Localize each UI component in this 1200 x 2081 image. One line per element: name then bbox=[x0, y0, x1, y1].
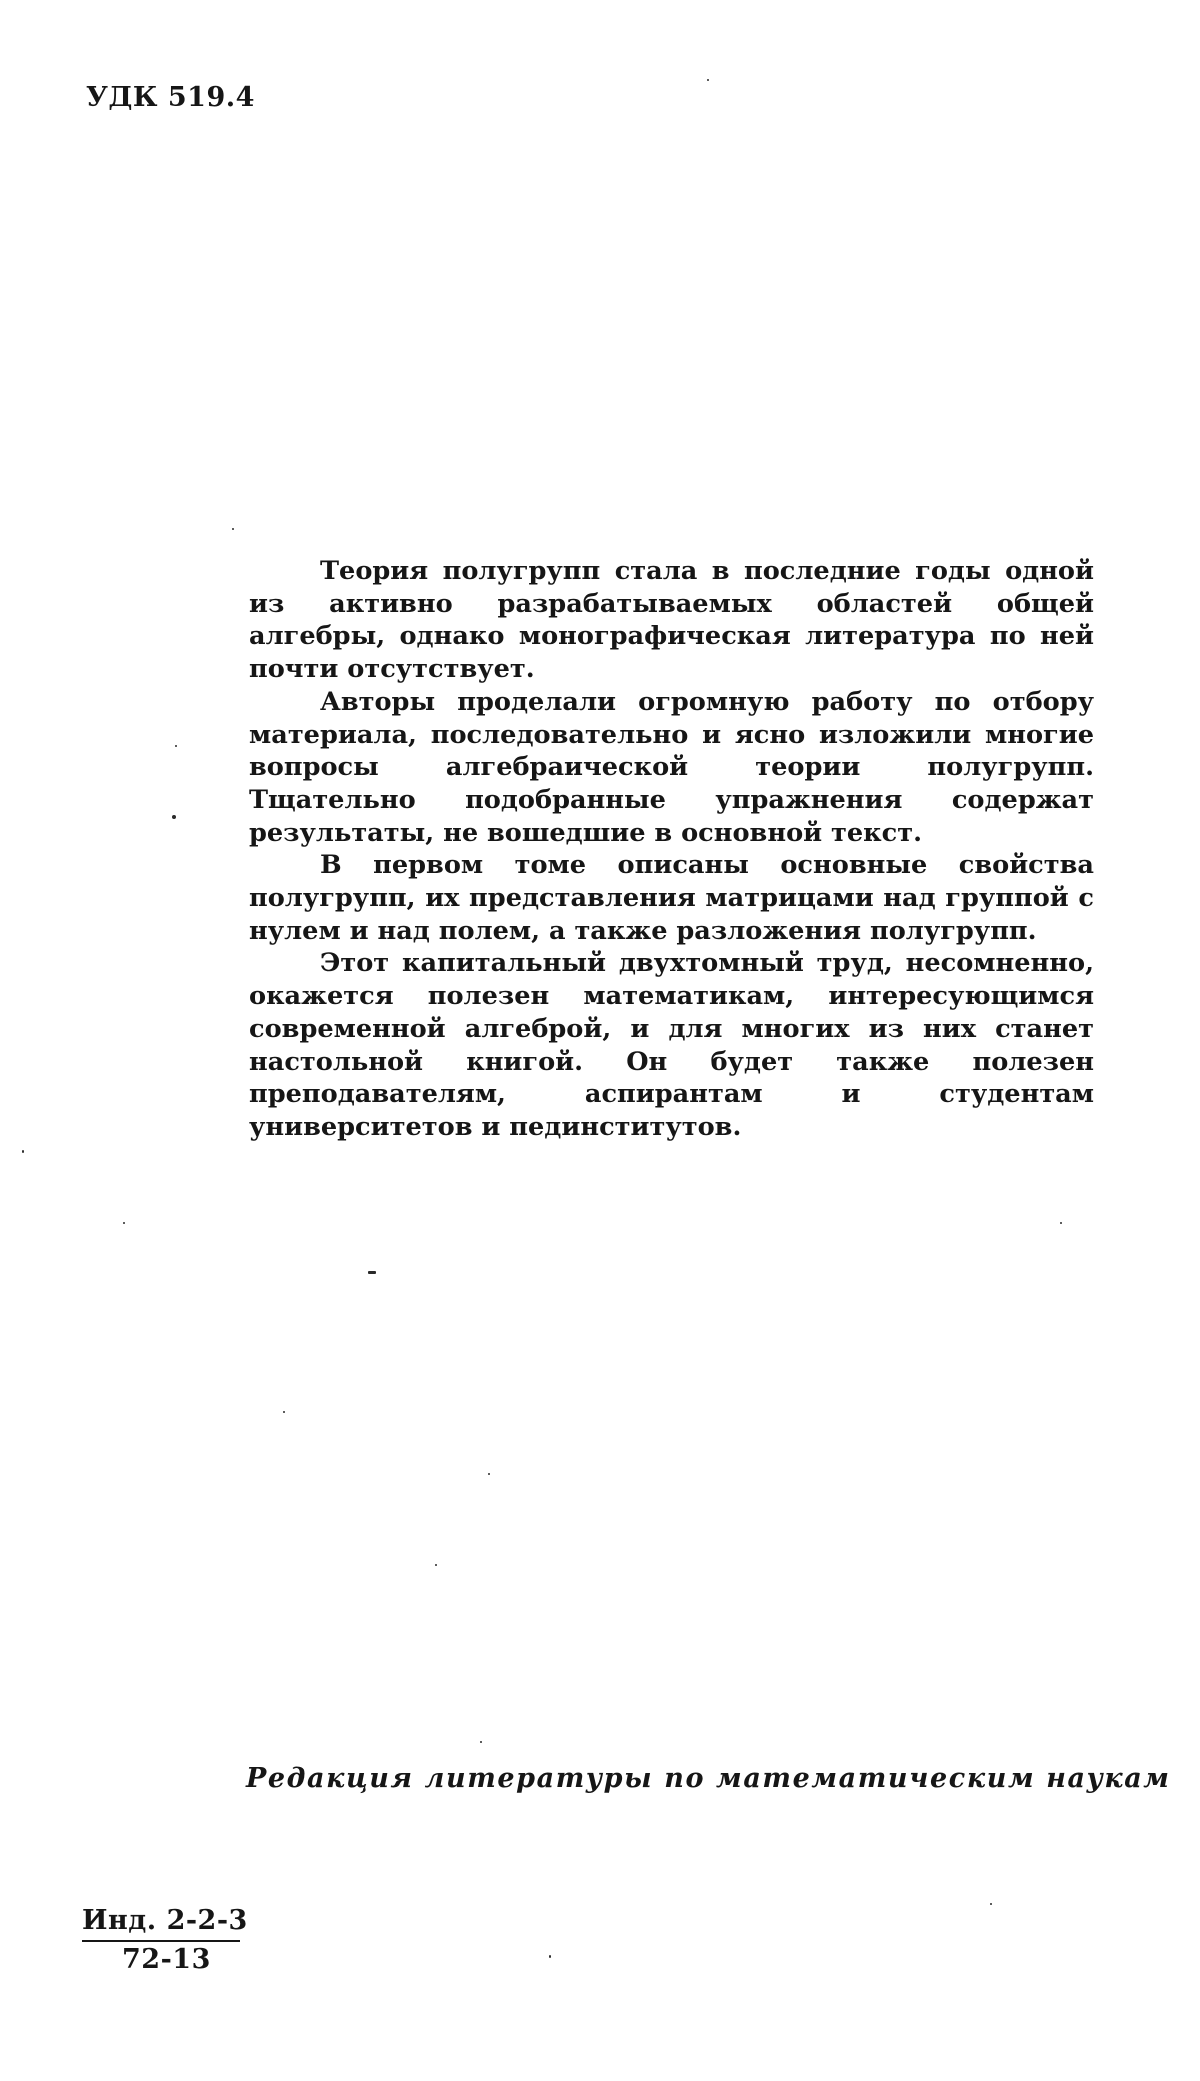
index-divider bbox=[82, 1940, 240, 1942]
scan-speck bbox=[232, 528, 234, 530]
scan-speck bbox=[435, 1564, 437, 1566]
scan-speck bbox=[707, 79, 709, 81]
index-label: Инд. 2-2-3 bbox=[82, 1905, 248, 1936]
scan-speck bbox=[990, 1903, 992, 1905]
scan-speck bbox=[488, 1473, 490, 1475]
annotation-paragraph-4: Этот капитальный двухтомный труд, несомненно, окажется полезен математикам, интересующимся современной алгеброй, и для многих из них станет настольной книгой. Он будет также полезен преподавателям, аспирантам и студентам университетов и пединститутов. bbox=[249, 948, 1094, 1142]
scan-speck bbox=[368, 1271, 376, 1274]
publication-index bbox=[82, 1905, 248, 1975]
scan-speck bbox=[283, 1411, 285, 1413]
scan-speck bbox=[123, 1222, 125, 1224]
annotation-text bbox=[249, 555, 1094, 1144]
scan-speck bbox=[175, 745, 177, 747]
scan-speck bbox=[549, 1955, 551, 1958]
udk-code: УДК 519.4 bbox=[86, 82, 255, 113]
annotation-paragraph-3: В первом томе описаны основные свойства полугрупп, их представления матрицами над группой с нулем и над полем, а также разложения полугрупп. bbox=[249, 850, 1094, 946]
scan-speck bbox=[22, 1150, 24, 1153]
annotation-paragraph-1: Теория полугрупп стала в последние годы одной из активно разрабатываемых областей общей алгебры, однако монографическая литература по ней почти отсутствует. bbox=[249, 556, 1094, 685]
annotation-paragraph-2: Авторы проделали огромную работу по отбору материала, последовательно и ясно изложили многие вопросы алгебраической теории полугрупп. Тщательно подобранные упражнения содержат результаты, не вошедшие в основной текст. bbox=[249, 686, 1094, 848]
index-number: 72-13 bbox=[122, 1944, 211, 1975]
scan-speck bbox=[480, 1741, 482, 1743]
scan-speck bbox=[1060, 1222, 1062, 1224]
editorial-office: Редакция литературы по математическим наукам bbox=[246, 1763, 1171, 1794]
scan-speck bbox=[172, 815, 176, 819]
